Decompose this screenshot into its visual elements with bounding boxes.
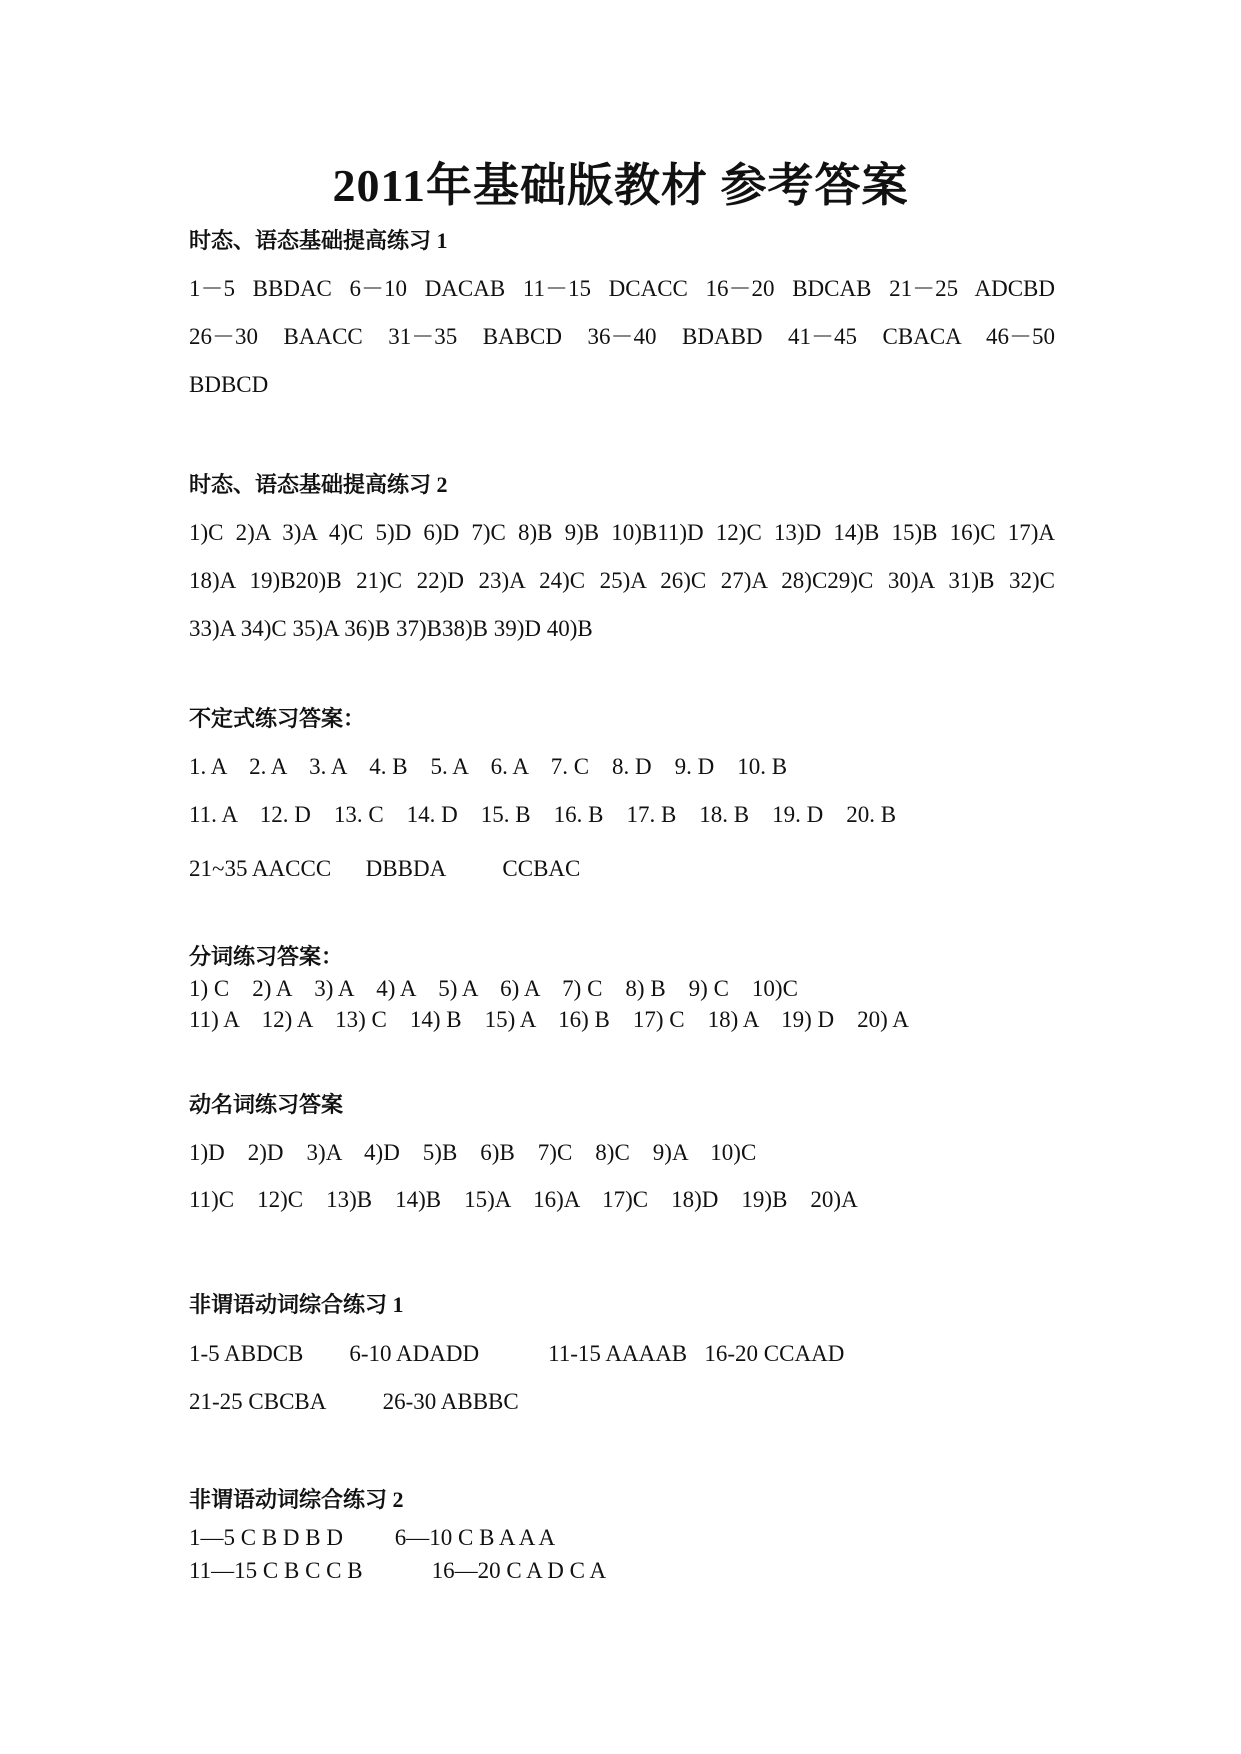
page-title: 2011年基础版教材 参考答案 — [332, 160, 909, 211]
section-heading-participle: 分词练习答案： — [189, 944, 344, 969]
section-heading-non-finite-1: 非谓语动词综合练习 1 — [189, 1292, 404, 1317]
answer-line: BDBCD — [189, 372, 269, 397]
answer-line: 33)A 34)C 35)A 36)B 37)B38)B 39)D 40)B — [189, 616, 593, 641]
section-heading-infinitive: 不定式练习答案： — [189, 706, 366, 731]
answer-line: 1-5 ABDCB 6-10 ADADD 11-15 AAAAB 16-20 CCAAD — [189, 1341, 845, 1366]
answer-line: 18)A 19)B20)B 21)C 22)D 23)A 24)C 25)A 26)C 27)A 28)C29)C 30)A 31)B 32)C — [189, 568, 1055, 593]
answer-line: 1. A 2. A 3. A 4. B 5. A 6. A 7. C 8. D 9. D 10. B — [189, 754, 788, 779]
answer-line: 26－30 BAACC 31－35 BABCD 36－40 BDABD 41－45 CBACA 46－50 — [189, 324, 1055, 349]
section-heading-gerund: 动名词练习答案 — [189, 1092, 344, 1117]
answer-line: 11)C 12)C 13)B 14)B 15)A 16)A 17)C 18)D 19)B 20)A — [189, 1187, 858, 1212]
section-heading-tense-voice-2: 时态、语态基础提高练习 2 — [189, 472, 448, 497]
answer-line: 11. A 12. D 13. C 14. D 15. B 16. B 17. B 18. B 19. D 20. B — [189, 802, 897, 827]
answer-line: 1—5 C B D B D 6—10 C B A A A — [189, 1525, 556, 1550]
answer-line: 1)D 2)D 3)A 4)D 5)B 6)B 7)C 8)C 9)A 10)C — [189, 1140, 757, 1165]
section-heading-tense-voice-1: 时态、语态基础提高练习 1 — [189, 228, 448, 253]
answer-line: 1) C 2) A 3) A 4) A 5) A 6) A 7) C 8) B 9) C 10)C — [189, 976, 798, 1001]
answer-line: 11—15 C B C C B 16—20 C A D C A — [189, 1558, 607, 1583]
answer-line: 1－5 BBDAC 6－10 DACAB 11－15 DCACC 16－20 BDCAB 21－25 ADCBD — [189, 276, 1055, 301]
answer-line: 11) A 12) A 13) C 14) B 15) A 16) B 17) C 18) A 19) D 20) A — [189, 1007, 909, 1032]
answer-line: 21~35 AACCC DBBDA CCBAC — [189, 856, 581, 881]
section-heading-non-finite-2: 非谓语动词综合练习 2 — [189, 1487, 404, 1512]
answer-line: 21-25 CBCBA 26-30 ABBBC — [189, 1389, 519, 1414]
answer-line: 1)C 2)A 3)A 4)C 5)D 6)D 7)C 8)B 9)B 10)B11)D 12)C 13)D 14)B 15)B 16)C 17)A — [189, 520, 1055, 545]
